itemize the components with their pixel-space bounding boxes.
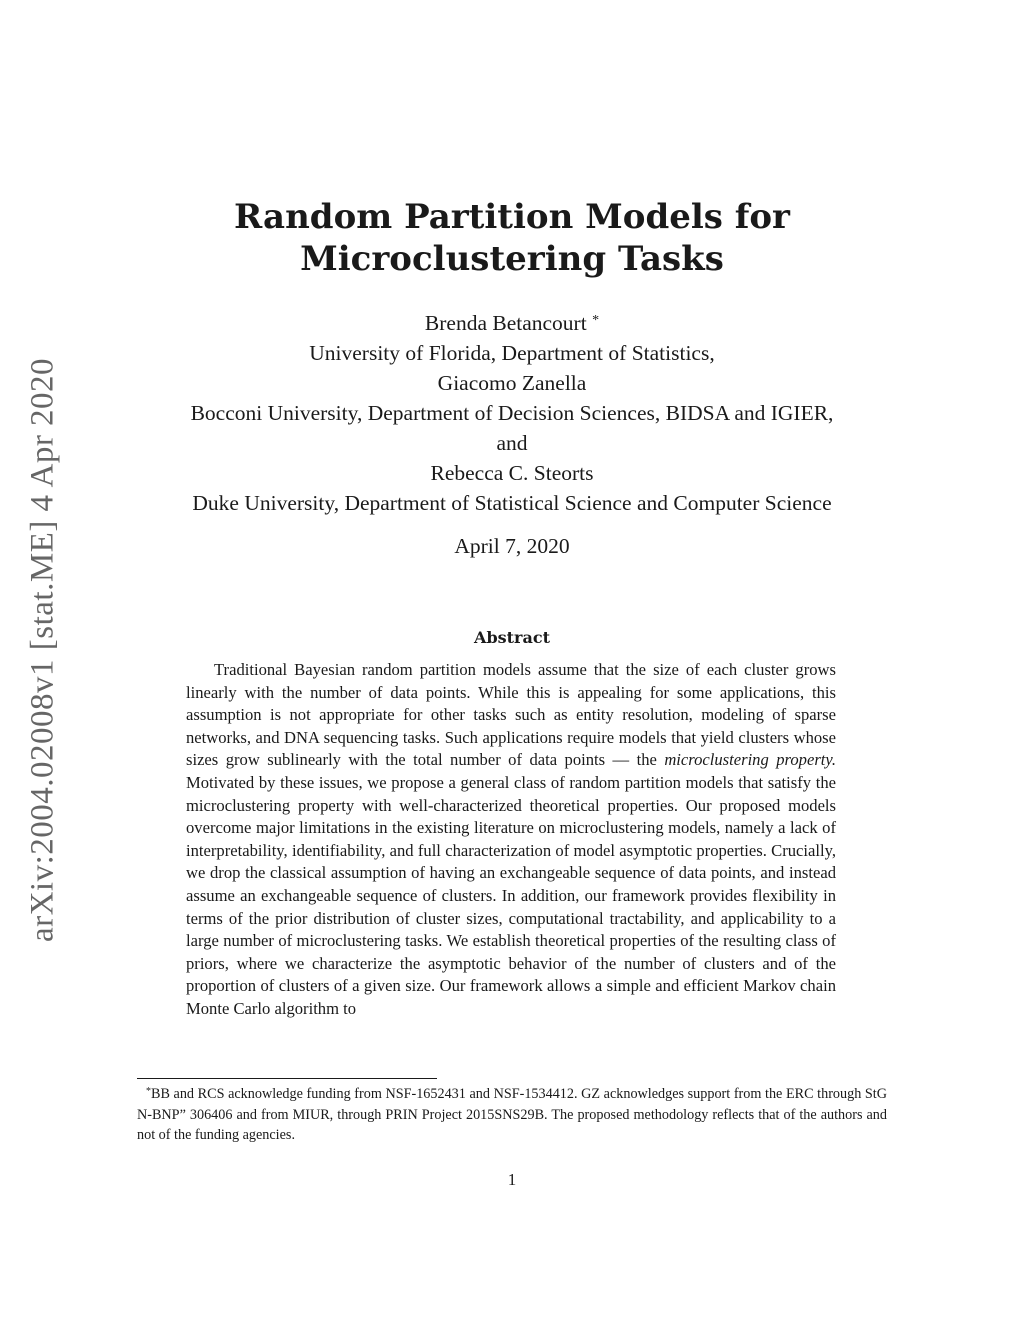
abstract-emphasis: microclustering property. [664,750,836,770]
author-footnote-mark: * [592,313,600,328]
footnote: *BB and RCS acknowledge funding from NSF-1652431 and NSF-1534412. GZ acknowledges support from the ERC through StG N-BNP” 306406 and from MIUR, through PRIN Project 2015SNS29B. The proposed methodology reflects that of the authors and not of the funding agencies. [137,1086,887,1143]
author-affiliation: Duke University, Department of Statistical Science and Computer Science [192,491,832,515]
footnote-mark: * [146,1086,151,1097]
paper-title [0,196,1024,280]
author-block [0,306,1024,518]
author-connector: and [496,431,528,455]
page-number: 1 [507,1170,517,1189]
paper-date: April 7, 2020 [454,534,570,558]
title-line-2: Microclustering Tasks [300,239,724,279]
footnote-rule [137,1078,437,1079]
author-name: Rebecca C. Steorts [430,461,594,485]
title-line-1: Random Partition Models for [234,197,790,237]
author-name: Brenda Betancourt * [424,311,600,335]
author-affiliation: University of Florida, Department of Statistics, [309,341,715,365]
abstract-heading: Abstract [474,628,550,647]
author-affiliation: Bocconi University, Department of Decision Sciences, BIDSA and IGIER, [190,401,834,425]
author-name: Giacomo Zanella [437,371,587,395]
arxiv-identifier: arXiv:2004.02008v1 [stat.ME] 4 Apr 2020 [24,357,61,943]
abstract-body: Traditional Bayesian random partition models assume that the size of each cluster grows linearly with the number of data points. While this is appealing for some applications, this assumption is not appropriate for other tasks such as entity resolution, modeling of sparse networks, and DNA sequencing tasks. Such applications require models that yield clusters whose sizes grow sublinearly with the total number of data points — the microclustering property. Motivated by these issues, we propose a general class of random partition models that satisfy the microclustering property with well-characterized theoretical properties. Our proposed models overcome major limitations in the existing literature on microclustering models, namely a lack of interpretability, identifiability, and full characterization of model asymptotic properties. Crucially, we drop the classical assumption of having an exchangeable sequence of data points, and instead assume an exchangeable sequence of clusters. In addition, our framework provides flexibility in terms of the prior distribution of cluster sizes, computational tractability, and applicability to a large number of microclustering tasks. We establish theoretical properties of the resulting class of priors, where we characterize the asymptotic behavior of the number of clusters and of the proportion of clusters of a given size. Our framework allows a simple and efficient Markov chain Monte Carlo algorithm to [186,660,836,1018]
